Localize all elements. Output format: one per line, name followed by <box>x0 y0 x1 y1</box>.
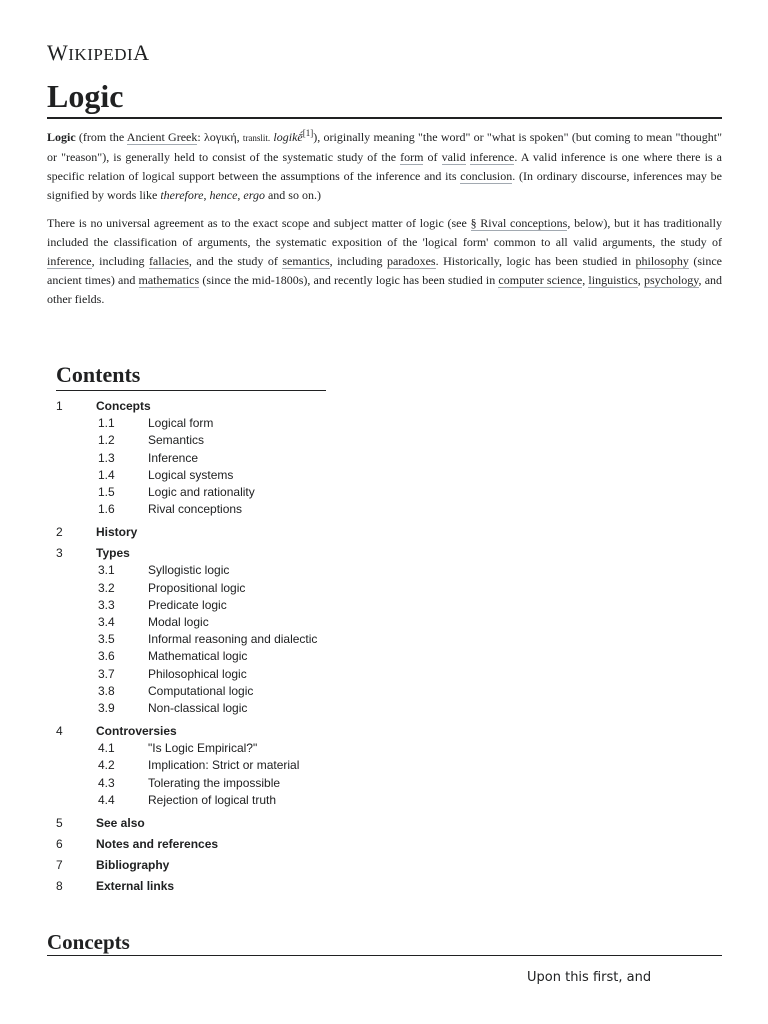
intro-paragraph: Logic (from the Ancient Greek: λογική, translit. logikḗ[1]), originally meaning "the word" or "what is spoken" (but coming to mean "thought" or "reason"), is generally held to consist of the systematic study of the form of valid inference. A valid inference is one where there is a specific relation of logical support between the assumptions of the inference and its conclusion. (In ordinary discourse, inferences may be signified by words like therefore, hence, ergo and so on.) <box>47 128 723 202</box>
toc-entry-1-2[interactable] <box>98 432 204 448</box>
link-valid[interactable]: valid <box>441 150 466 164</box>
toc-entry-5[interactable] <box>56 815 145 831</box>
toc-number: 4.1 <box>98 741 115 756</box>
toc-label: Predicate logic <box>148 597 227 612</box>
toc-entry-8[interactable] <box>56 878 174 894</box>
toc-number: 4.2 <box>98 758 115 773</box>
toc-number: 2 <box>56 525 63 540</box>
toc-entry-4-4[interactable] <box>98 792 276 808</box>
scope-paragraph: There is no universal agreement as to the exact scope and subject matter of logic (see § Rival conceptions, below), but it has traditionally included the classification of arguments, the systematic exposition of the 'logical form' common to all valid arguments, the study of inference, including fallacies, and the study of semantics, including paradoxes. Historically, logic has been studied in philosophy (since ancient times) and mathematics (since the mid-1800s), and recently logic has been studied in computer science, linguistics, psychology, and other fields. <box>47 216 723 306</box>
toc-number: 3.5 <box>98 632 115 647</box>
toc-number: 1.2 <box>98 433 115 448</box>
link-rival-conceptions[interactable]: § Rival conceptions <box>470 216 568 230</box>
section-divider <box>47 955 722 956</box>
toc-label: "Is Logic Empirical?" <box>148 741 258 756</box>
toc-label: Computational logic <box>148 683 254 698</box>
toc-number: 3.7 <box>98 666 115 681</box>
reference-1[interactable]: [1] <box>302 128 314 138</box>
toc-label: See also <box>96 815 145 830</box>
toc-label: Logical form <box>148 416 214 431</box>
toc-title: Contents <box>56 362 141 387</box>
toc-number: 3.1 <box>98 563 115 578</box>
toc-label: Semantics <box>148 433 205 448</box>
link-inference-2[interactable]: inference <box>47 254 92 268</box>
toc-number: 4 <box>56 724 63 738</box>
toc-number: 8 <box>56 878 63 893</box>
link-conclusion[interactable]: conclusion <box>460 169 513 183</box>
toc-number: 4.4 <box>98 792 115 807</box>
toc-entry-3-1[interactable] <box>98 562 229 578</box>
toc-label: History <box>96 525 138 540</box>
toc-entry-1[interactable] <box>56 398 151 414</box>
toc-entry-1-1[interactable] <box>98 415 213 431</box>
toc-entry-3-2[interactable] <box>98 580 245 596</box>
toc-number: 1.6 <box>98 502 115 517</box>
link-semantics[interactable]: semantics <box>282 254 330 268</box>
toc-number: 3.4 <box>98 615 115 629</box>
title-divider <box>47 117 722 119</box>
toc-label: Mathematical logic <box>148 649 248 664</box>
toc-label: Logical systems <box>148 467 234 482</box>
toc-divider <box>56 390 326 391</box>
link-inference[interactable]: inference <box>469 150 515 164</box>
toc-label: External links <box>96 878 175 893</box>
toc-label: Implication: Strict or material <box>148 758 300 773</box>
toc-entry-3-8[interactable] <box>98 683 253 699</box>
toc-label: Propositional logic <box>148 580 246 595</box>
toc-number: 1.1 <box>98 416 115 431</box>
section-text-fragment: Upon this first, and <box>527 970 652 985</box>
toc-number: 6 <box>56 836 63 851</box>
toc-label: Controversies <box>96 724 177 738</box>
toc-number: 5 <box>56 815 63 830</box>
toc-entry-3-3[interactable] <box>98 597 227 613</box>
toc-entry-3-4[interactable] <box>98 614 209 630</box>
link-fallacies[interactable]: fallacies <box>148 254 189 268</box>
toc-entry-4[interactable] <box>56 723 177 739</box>
link-ancient-greek[interactable]: Ancient Greek <box>126 130 198 144</box>
toc-label: Rejection of logical truth <box>148 792 277 807</box>
toc-entry-1-4[interactable] <box>98 467 233 483</box>
toc-number: 3 <box>56 546 63 561</box>
toc-label: Non-classical logic <box>148 701 248 715</box>
toc-number: 1.5 <box>98 485 115 499</box>
link-philosophy[interactable]: philosophy <box>635 254 689 268</box>
toc-entry-1-6[interactable] <box>98 501 242 517</box>
toc-entry-1-5[interactable] <box>98 484 255 500</box>
toc-entry-7[interactable] <box>56 857 169 873</box>
link-paradoxes[interactable]: paradoxes <box>386 254 436 268</box>
section-heading-concepts: Concepts <box>47 930 130 954</box>
toc-number: 3.3 <box>98 597 115 612</box>
toc-label: Logic and rationality <box>148 485 255 499</box>
toc-label: Syllogistic logic <box>148 563 230 578</box>
toc-entry-6[interactable] <box>56 836 218 852</box>
toc-entry-2[interactable] <box>56 524 137 540</box>
toc-label: Tolerating the impossible <box>148 775 281 790</box>
toc-entry-3-6[interactable] <box>98 648 247 664</box>
toc-entry-3-9[interactable] <box>98 700 247 716</box>
link-linguistics[interactable]: linguistics <box>588 273 638 287</box>
toc-label: Modal logic <box>148 615 209 629</box>
toc-label: Concepts <box>96 399 151 413</box>
toc-entry-4-1[interactable] <box>98 740 257 756</box>
toc-label: Bibliography <box>96 857 170 872</box>
toc-label: Informal reasoning and dialectic <box>148 632 318 647</box>
toc-entry-3[interactable] <box>56 545 130 561</box>
toc-entry-4-3[interactable] <box>98 775 280 791</box>
toc-label: Types <box>96 546 130 561</box>
toc-label: Inference <box>148 450 199 465</box>
toc-entry-3-5[interactable] <box>98 631 317 647</box>
toc-entry-4-2[interactable] <box>98 757 299 773</box>
link-psychology[interactable]: psychology <box>643 273 699 287</box>
toc-label: Rival conceptions <box>148 502 243 517</box>
toc-number: 3.6 <box>98 649 115 664</box>
link-computer-science[interactable]: computer science <box>498 273 583 287</box>
toc-number: 1 <box>56 399 63 413</box>
toc-number: 1.3 <box>98 450 115 465</box>
link-mathematics[interactable]: mathematics <box>138 273 200 287</box>
toc-number: 4.3 <box>98 775 115 790</box>
toc-entry-3-7[interactable] <box>98 666 247 682</box>
toc-number: 7 <box>56 857 63 872</box>
toc-number: 3.8 <box>98 683 115 698</box>
link-form[interactable]: form <box>400 150 424 164</box>
toc-entry-1-3[interactable] <box>98 450 198 466</box>
toc-number: 3.2 <box>98 580 115 595</box>
toc-number: 1.4 <box>98 467 115 482</box>
toc-number: 3.9 <box>98 701 115 715</box>
wikipedia-wordmark[interactable]: WIKIPEDIA <box>47 40 150 65</box>
page-title: Logic <box>47 78 124 114</box>
toc-label: Philosophical logic <box>148 666 247 681</box>
toc-label: Notes and references <box>96 836 219 851</box>
